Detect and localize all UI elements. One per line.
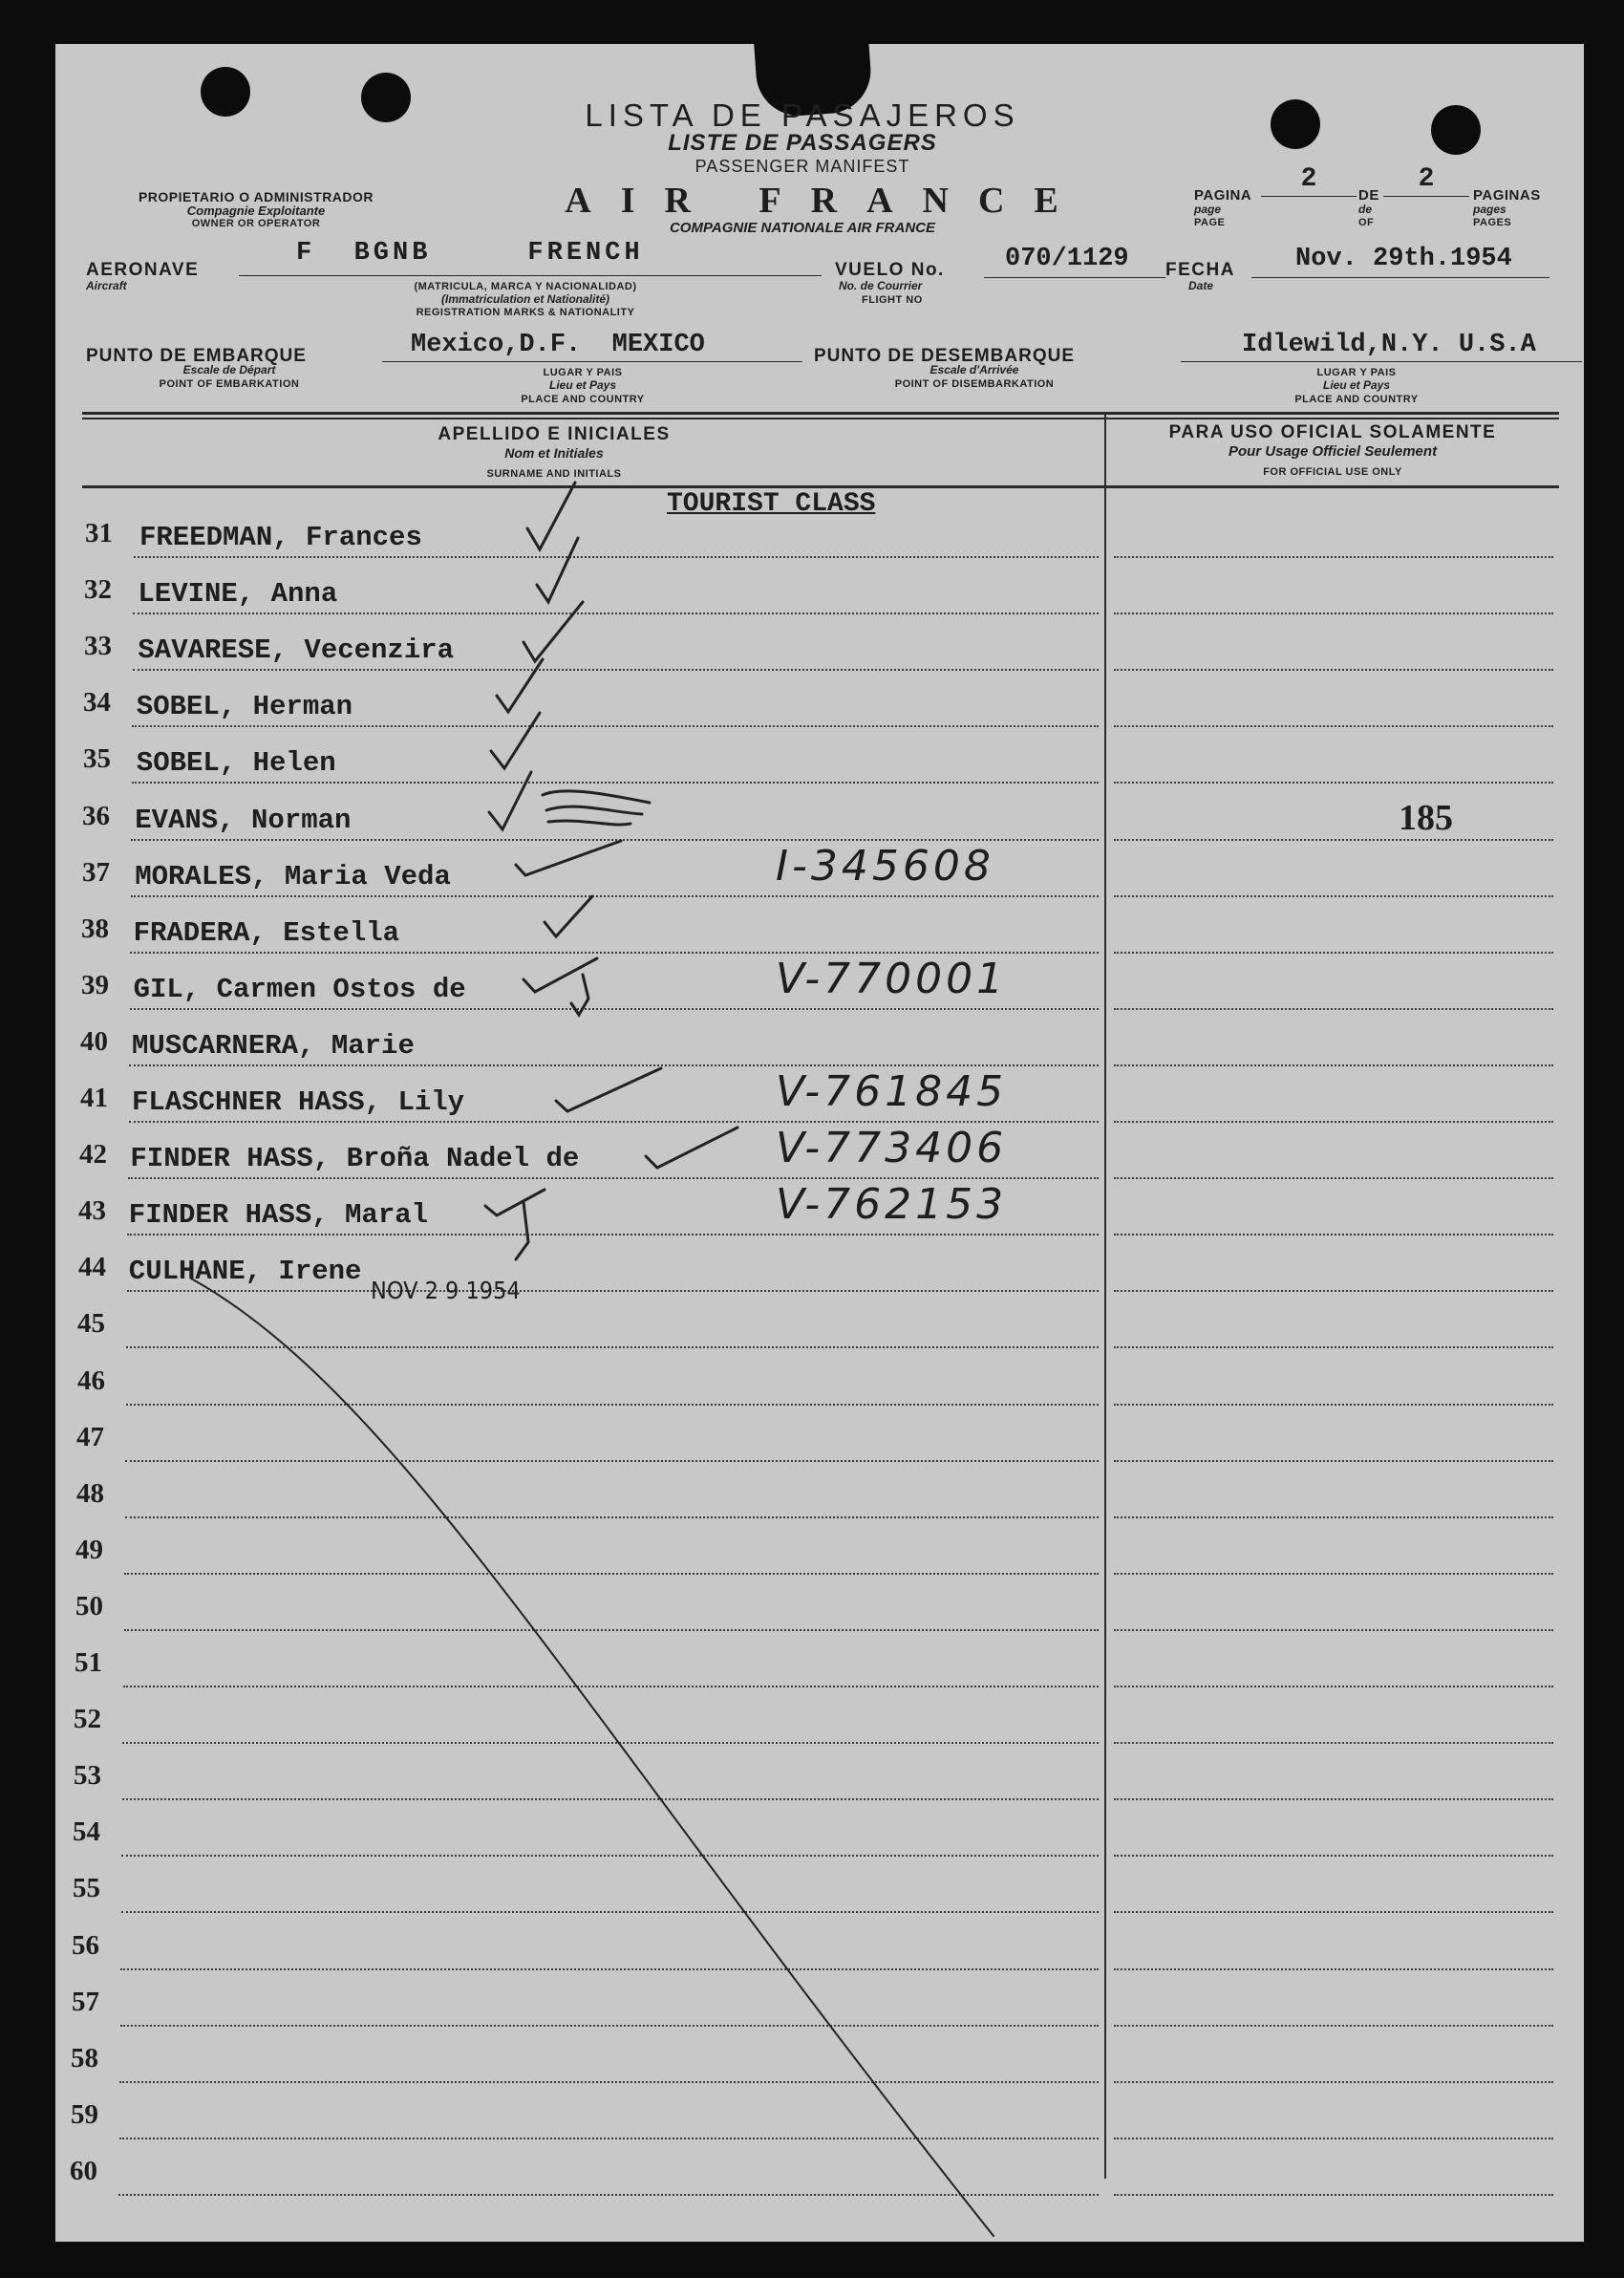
official-column-header-en: FOR OFFICIAL USE ONLY <box>1263 466 1402 478</box>
check-mark <box>556 1068 661 1111</box>
passenger-name: FINDER HASS, Maral <box>128 1199 429 1231</box>
passenger-name: LEVINE, Anna <box>138 578 338 610</box>
airline-name: AIR FRANCE <box>565 181 1088 221</box>
class-heading: TOURIST CLASS <box>667 489 876 519</box>
check-mark <box>571 975 588 1015</box>
flight-number: 070/1129 <box>1005 245 1129 273</box>
row-number: 45 <box>77 1308 105 1339</box>
diagonal-strike-line <box>191 1279 994 2236</box>
row-number: 38 <box>81 913 109 944</box>
names-column-header-fr: Nom et Initiales <box>504 445 604 461</box>
row-number: 41 <box>80 1083 108 1113</box>
row-number: 47 <box>76 1422 104 1452</box>
row-number: 53 <box>74 1760 101 1791</box>
of-label-es: DE <box>1358 187 1379 204</box>
of-label-fr: de <box>1358 203 1373 216</box>
row-number: 58 <box>71 2043 98 2074</box>
row-number: 37 <box>82 857 110 888</box>
row-number: 55 <box>73 1873 100 1903</box>
check-mark <box>646 1128 737 1168</box>
owner-label-en: OWNER OR OPERATOR <box>191 218 321 229</box>
title-line-1: LISTA DE PASAJEROS <box>585 97 1020 133</box>
row-number: 31 <box>85 518 113 548</box>
aircraft-sub-1: (MATRICULA, MARCA Y NACIONALIDAD) <box>414 281 637 292</box>
passenger-document-number: V-761845 <box>776 1067 1008 1116</box>
disembarkation-sub-1: LUGAR Y PAIS <box>1316 367 1397 378</box>
names-column-header: APELLIDO E INICIALES <box>438 424 671 444</box>
official-column-header: PARA USO OFICIAL SOLAMENTE <box>1168 422 1497 442</box>
embarkation-label-fr: Escale de Départ <box>182 363 276 376</box>
passenger-name: FINDER HASS, Broña Nadel de <box>130 1143 580 1174</box>
check-mark <box>516 841 621 875</box>
aircraft-label: AERONAVE <box>86 260 200 280</box>
check-mark <box>527 483 575 549</box>
page-total: 2 <box>1418 164 1435 194</box>
flight-label-en: FLIGHT NO <box>862 294 923 306</box>
date-label: FECHA <box>1165 260 1235 280</box>
row-number: 46 <box>77 1365 105 1396</box>
airline-subtitle: COMPAGNIE NATIONALE AIR FRANCE <box>669 220 936 236</box>
aircraft-sub-2: (Immatriculation et Nationalité) <box>440 292 610 306</box>
row-number: 57 <box>72 1987 99 2017</box>
passenger-document-number: V-762153 <box>776 1180 1008 1229</box>
date-label-fr: Date <box>1188 279 1214 292</box>
check-mark <box>516 1202 528 1259</box>
passenger-name: CULHANE, Irene <box>128 1256 362 1287</box>
row-number: 44 <box>78 1252 106 1282</box>
date-stamp: NOV 2 9 1954 <box>371 1277 521 1304</box>
check-mark <box>485 1190 545 1215</box>
row-number: 40 <box>80 1026 108 1057</box>
disembarkation-label: PUNTO DE DESEMBARQUE <box>814 346 1076 366</box>
passenger-document-number: V-773406 <box>776 1124 1008 1172</box>
passenger-name: MUSCARNERA, Marie <box>132 1030 415 1062</box>
disembarkation-label-fr: Escale d'Arrivée <box>930 363 1019 376</box>
disembarkation-label-en: POINT OF DISEMBARKATION <box>894 378 1055 390</box>
official-use-entry: 185 <box>1399 798 1453 838</box>
passenger-name: FLASCHNER HASS, Lily <box>132 1086 465 1118</box>
title-line-3: PASSENGER MANIFEST <box>694 157 910 176</box>
row-number: 52 <box>74 1704 101 1734</box>
official-column-header-fr: Pour Usage Officiel Seulement <box>1228 443 1438 460</box>
row-number: 48 <box>76 1478 104 1509</box>
flight-label: VUELO No. <box>835 260 945 280</box>
row-number: 49 <box>75 1535 103 1565</box>
passenger-name: SOBEL, Helen <box>136 747 336 779</box>
passenger-name: GIL, Carmen Ostos de <box>133 974 466 1005</box>
row-number: 36 <box>82 801 110 831</box>
check-mark <box>497 659 543 712</box>
row-number: 35 <box>83 743 111 774</box>
row-number: 54 <box>73 1816 100 1847</box>
owner-label-es: PROPIETARIO O ADMINISTRADOR <box>138 189 374 204</box>
embarkation-sub-1: LUGAR Y PAIS <box>543 367 623 378</box>
disembarkation-sub-3: PLACE AND COUNTRY <box>1294 394 1419 405</box>
passenger-document-number: I-345608 <box>776 842 994 891</box>
passenger-name: SOBEL, Herman <box>136 691 353 722</box>
passenger-name: EVANS, Norman <box>135 805 352 836</box>
check-mark <box>489 772 531 829</box>
names-column-header-en: SURNAME AND INITIALS <box>486 468 622 480</box>
row-number: 50 <box>75 1591 103 1622</box>
embarkation-label: PUNTO DE EMBARQUE <box>86 346 307 366</box>
embarkation-label-en: POINT OF EMBARKATION <box>159 378 300 390</box>
date-value: Nov. 29th.1954 <box>1295 245 1512 273</box>
passenger-name: FRADERA, Estella <box>133 917 400 949</box>
embarkation-sub-3: PLACE AND COUNTRY <box>521 394 645 405</box>
owner-label-fr: Compagnie Exploitante <box>186 204 326 218</box>
row-number: 32 <box>84 574 112 605</box>
of-label-en: OF <box>1358 217 1375 228</box>
check-mark <box>537 538 578 602</box>
title-line-2: LISTE DE PASSAGERS <box>668 130 937 156</box>
passenger-name: MORALES, Maria Veda <box>135 861 451 892</box>
embarkation-sub-2: Lieu et Pays <box>548 378 617 392</box>
row-number: 39 <box>81 970 109 1000</box>
row-number: 56 <box>72 1930 99 1961</box>
page-label-fr: page <box>1194 203 1222 216</box>
row-number: 33 <box>84 631 112 661</box>
row-number: 59 <box>71 2099 98 2130</box>
row-number: 43 <box>78 1195 106 1226</box>
page-label-es: PAGINA <box>1194 187 1252 204</box>
pages-label-fr: pages <box>1473 203 1506 216</box>
aircraft-value: F BGNB FRENCH <box>296 239 644 268</box>
page-label-en: PAGE <box>1194 217 1226 228</box>
check-mark <box>491 713 540 768</box>
aircraft-sub-3: REGISTRATION MARKS & NATIONALITY <box>416 307 635 318</box>
aircraft-label-fr: Aircraft <box>86 279 127 292</box>
row-number: 51 <box>75 1647 102 1678</box>
embarkation-value: Mexico,D.F. MEXICO <box>411 331 705 359</box>
flight-label-fr: No. de Courrier <box>839 279 923 292</box>
row-number: 42 <box>79 1139 107 1170</box>
row-number: 34 <box>83 687 111 718</box>
passenger-name: FREEDMAN, Frances <box>139 522 422 553</box>
check-mark <box>545 896 592 936</box>
check-mark <box>524 602 583 661</box>
passenger-name: SAVARESE, Vecenzira <box>138 634 455 666</box>
row-number: 60 <box>70 2156 97 2186</box>
pages-label-en: PAGES <box>1473 217 1512 228</box>
passenger-document-number: V-770001 <box>776 955 1008 1003</box>
pages-label-es: PAGINAS <box>1473 187 1541 204</box>
scribble <box>543 791 650 825</box>
disembarkation-sub-2: Lieu et Pays <box>1322 378 1391 392</box>
page-number: 2 <box>1300 164 1317 194</box>
disembarkation-value: Idlewild,N.Y. U.S.A <box>1242 331 1536 359</box>
